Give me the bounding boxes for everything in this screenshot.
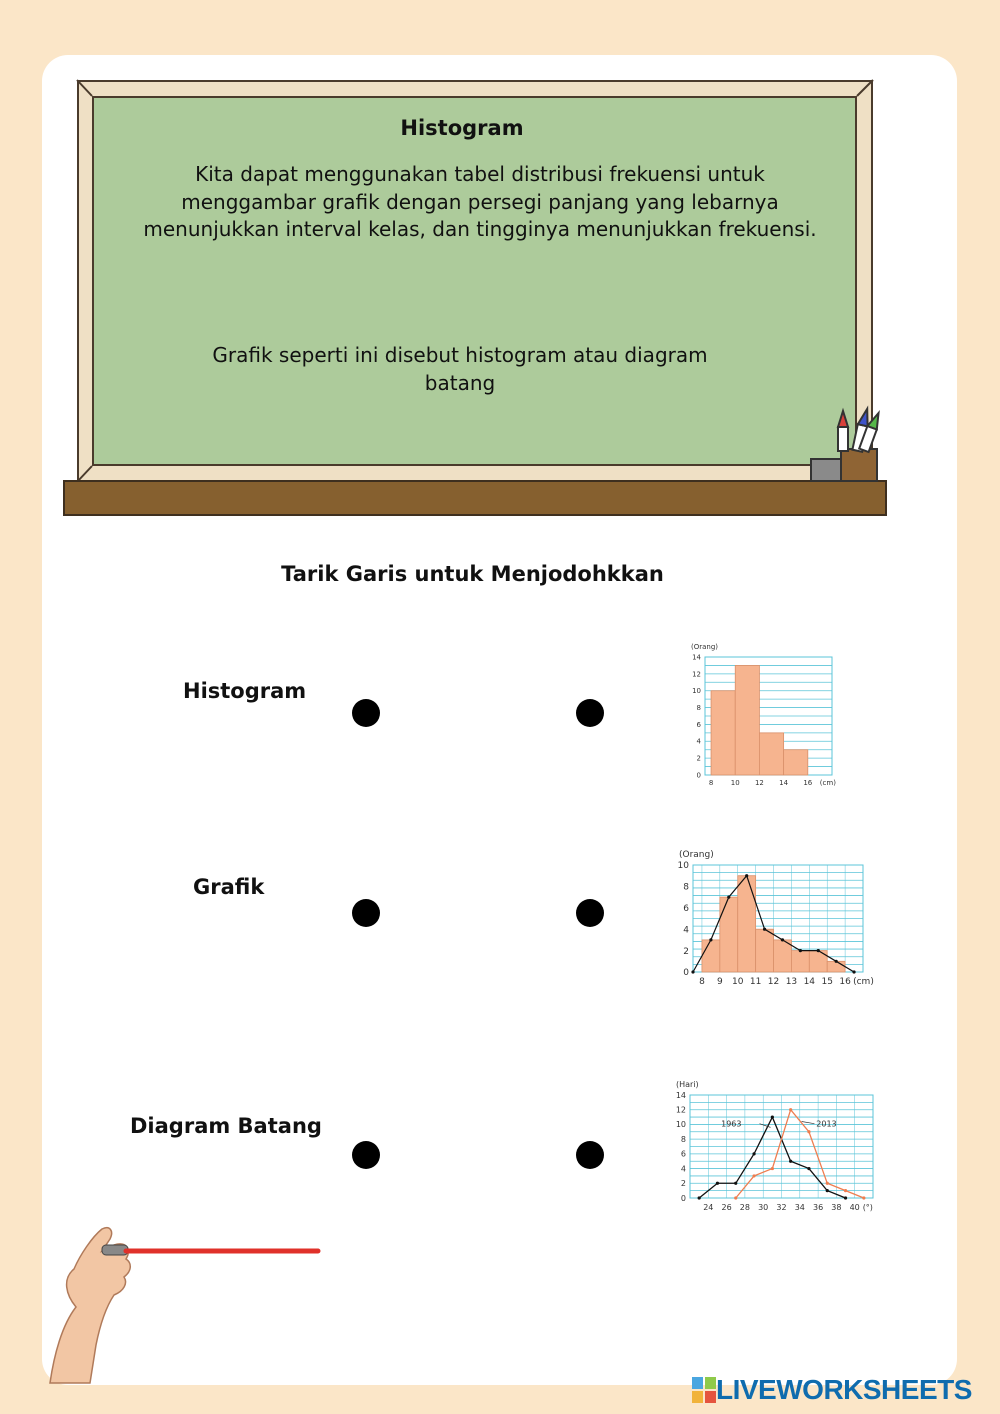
board-note: Grafik seperti ini disebut histogram atau diagram batang	[212, 343, 708, 395]
fig3-point-1963	[716, 1182, 719, 1185]
fig1-y-tick: 0	[696, 771, 701, 780]
fig2-bar	[738, 876, 756, 972]
fig2-polygon-point	[691, 970, 694, 973]
fig3-point-1963	[844, 1196, 847, 1199]
fig2-y-tick: 4	[683, 925, 689, 936]
fig1-x-unit: (cm)	[819, 779, 836, 787]
fig3-point-1963	[826, 1189, 829, 1192]
fig1-y-label: (Orang)	[691, 643, 719, 651]
fig3-point-2013	[734, 1196, 737, 1199]
fig1-x-tick: 12	[754, 779, 764, 787]
fig1-bar	[711, 691, 735, 775]
fig3-point-2013	[789, 1108, 792, 1111]
left-match-dot-3[interactable]	[352, 1141, 380, 1169]
fig3-y-tick: 8	[680, 1134, 686, 1144]
fig2-x-tick: 13	[785, 977, 798, 987]
fig3-point-1963	[698, 1196, 701, 1199]
fig2-y-tick: 2	[683, 946, 689, 957]
fig3-y-tick: 0	[680, 1193, 686, 1203]
fig3-y-tick: 14	[675, 1090, 686, 1100]
board-decor	[0, 0, 900, 520]
fig3-point-1963	[789, 1160, 792, 1163]
fig2-x-unit: (cm)	[853, 977, 874, 987]
fig3-legend-2013: 2013	[816, 1119, 837, 1129]
fig1-y-tick: 14	[692, 653, 701, 662]
fig3-point-2013	[771, 1167, 774, 1170]
fig2-x-tick: 16	[839, 977, 851, 987]
fig3-y-tick: 4	[680, 1164, 686, 1174]
fig2-x-tick: 11	[749, 977, 762, 987]
term-histogram: Histogram	[183, 679, 307, 703]
left-match-dot-2[interactable]	[352, 899, 380, 927]
fig2-x-tick: 9	[716, 977, 723, 987]
fig2-bar	[720, 897, 738, 972]
fig2-bar	[827, 961, 845, 972]
liveworksheets-logo-icon	[692, 1377, 716, 1403]
fig3-point-2013	[807, 1130, 810, 1133]
fig1-y-tick: 8	[696, 704, 701, 713]
fig3-series-1963	[699, 1117, 845, 1198]
fig2-x-tick: 8	[699, 977, 705, 987]
hand-marker-icon	[40, 1215, 370, 1385]
fig2-x-tick: 14	[803, 977, 816, 987]
fig3-x-unit: (°)	[862, 1203, 873, 1212]
fig2-y-tick: 0	[683, 968, 689, 979]
figure-line-chart	[660, 1075, 885, 1215]
fig2-polygon-point	[763, 928, 766, 931]
fig2-y-label: (Orang)	[679, 850, 714, 860]
fig1-y-tick: 4	[696, 737, 701, 746]
fig3-x-tick: 32	[776, 1203, 787, 1212]
fig3-point-1963	[771, 1115, 774, 1118]
fig3-x-tick: 30	[758, 1203, 769, 1212]
fig3-legend-leader-2013	[802, 1121, 815, 1123]
fig1-bar	[784, 750, 808, 775]
right-match-dot-2[interactable]	[576, 899, 604, 927]
fig2-polygon-point	[745, 874, 748, 877]
figure-histogram-polygon	[663, 842, 883, 992]
fig1-y-tick: 10	[692, 687, 701, 696]
fig2-polygon-point	[852, 970, 855, 973]
right-match-dot-1[interactable]	[576, 699, 604, 727]
fig1-y-tick: 12	[692, 670, 701, 679]
fig2-bar	[774, 940, 792, 972]
fig1-x-tick: 16	[803, 779, 813, 787]
fig3-y-label: (Hari)	[676, 1080, 699, 1089]
fig2-polygon-point	[799, 949, 802, 952]
figure-histogram	[665, 638, 855, 793]
fig3-legend-1963: 1963	[721, 1119, 742, 1129]
term-diagram-batang: Diagram Batang	[130, 1114, 322, 1138]
fig1-bar	[759, 733, 783, 775]
fig2-x-tick: 15	[821, 977, 833, 987]
liveworksheets-brand: LIVEWORKSHEETS	[716, 1374, 972, 1405]
fig1-x-tick: 10	[730, 779, 740, 787]
fig3-point-2013	[752, 1174, 755, 1177]
fig2-y-tick: 10	[677, 861, 689, 872]
chalkboard-ledge	[63, 480, 887, 516]
fig3-x-tick: 38	[831, 1203, 842, 1212]
left-match-dot-1[interactable]	[352, 699, 380, 727]
fig3-x-tick: 26	[721, 1203, 732, 1212]
fig3-y-tick: 6	[680, 1149, 686, 1159]
fig1-y-tick: 2	[696, 754, 701, 763]
fig1-x-tick: 14	[779, 779, 789, 787]
fig1-bar	[735, 665, 759, 775]
fig3-x-tick: 36	[813, 1203, 824, 1212]
instruction-heading: Tarik Garis untuk Menjodohkkan	[281, 562, 664, 586]
fig2-x-tick: 10	[732, 977, 744, 987]
fig3-x-tick: 24	[703, 1203, 714, 1212]
liveworksheets-logo	[692, 1374, 972, 1406]
fig2-y-tick: 8	[683, 882, 689, 893]
fig2-polygon-point	[709, 938, 712, 941]
fig2-bar	[756, 929, 774, 972]
fig3-x-tick: 28	[739, 1203, 750, 1212]
fig2-polygon-point	[835, 960, 838, 963]
fig3-point-1963	[752, 1152, 755, 1155]
right-match-dot-3[interactable]	[576, 1141, 604, 1169]
fig2-polygon-point	[817, 949, 820, 952]
fig3-point-2013	[862, 1196, 865, 1199]
board-paragraph: Kita dapat menggunakan tabel distribusi frekuensi untuk menggambar grafik dengan persegi panjang yang lebarnya menunjukkan interval kelas, dan tingginya menunjukkan frekuensi.	[143, 162, 817, 241]
fig3-y-tick: 12	[675, 1105, 686, 1115]
fig3-point-2013	[826, 1182, 829, 1185]
fig3-x-tick: 34	[794, 1203, 805, 1212]
fig3-point-2013	[844, 1189, 847, 1192]
fig2-y-tick: 6	[683, 903, 689, 914]
fig2-polygon-point	[781, 938, 784, 941]
fig2-x-tick: 12	[767, 977, 780, 987]
board-title: Histogram	[400, 116, 524, 140]
fig3-point-1963	[807, 1167, 810, 1170]
fig3-y-tick: 2	[680, 1179, 686, 1189]
marker-cup-icon	[805, 405, 895, 485]
fig3-point-1963	[734, 1182, 737, 1185]
fig3-y-tick: 10	[675, 1120, 686, 1130]
fig3-x-tick: 40	[849, 1203, 860, 1212]
fig2-bar	[791, 951, 809, 972]
term-grafik: Grafik	[193, 875, 265, 899]
fig1-x-tick: 8	[708, 779, 714, 787]
fig1-y-tick: 6	[696, 720, 701, 729]
fig2-bar	[702, 940, 720, 972]
fig2-polygon-point	[727, 896, 730, 899]
